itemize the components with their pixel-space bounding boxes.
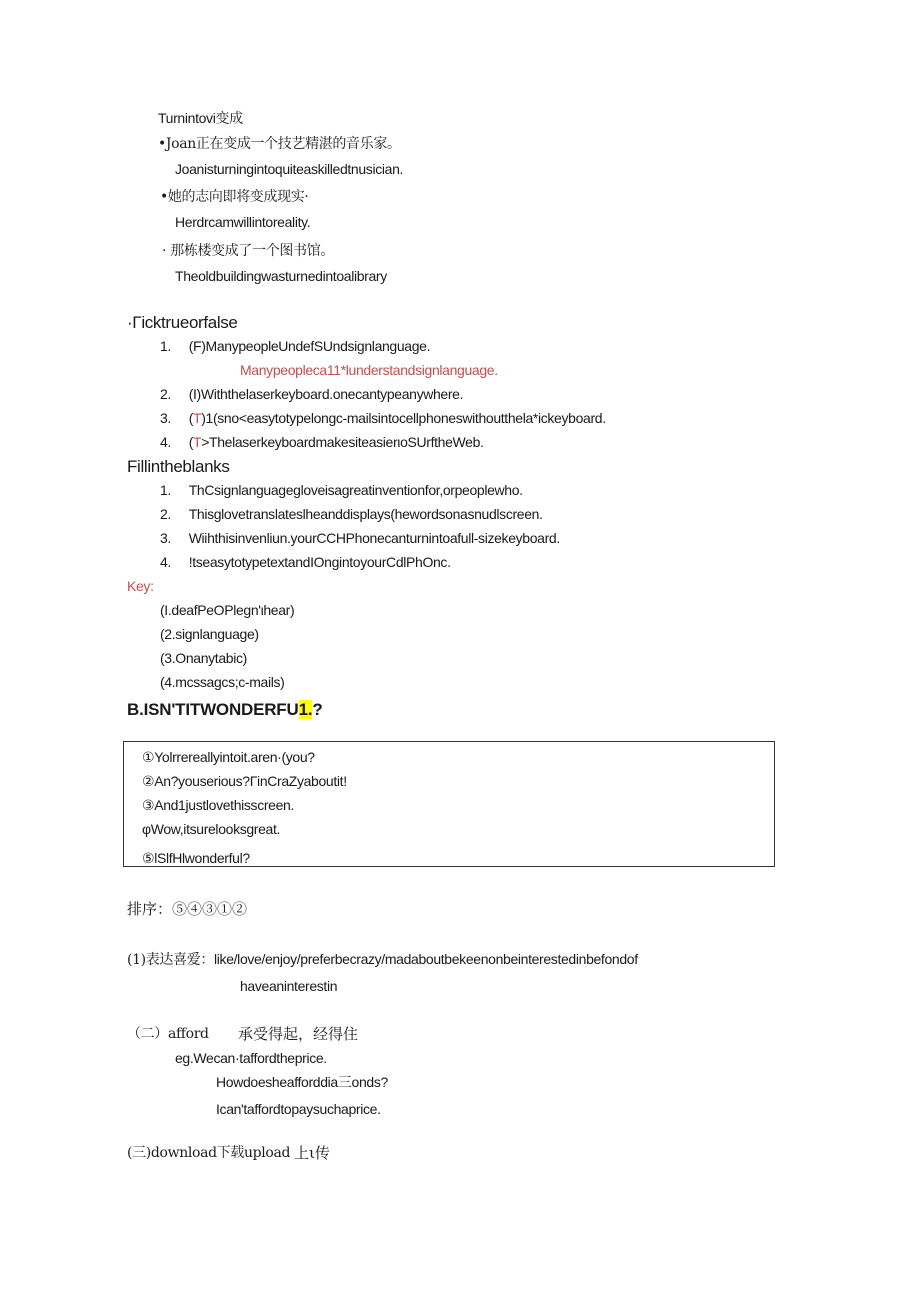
tick-item-mark-open: ( (188, 434, 193, 450)
tick-item-number: 1. (160, 338, 171, 354)
tick-correction: Manypeopleca11*lunderstandsignlanguage. (240, 362, 498, 378)
fill-item-number: 1. (160, 482, 171, 498)
fill-item-number: 2. (160, 506, 171, 522)
tick-item (160, 385, 463, 403)
tick-item-text: ThelaserkeyboardmakesiteasierιoSUrftheWeb. (209, 434, 484, 450)
tick-item-text: 1(sno<easytotypelongc-mailsintocellphoneswithoutthela*ickeyboard. (205, 410, 606, 426)
turn-example-en-1: Joanisturningintoquiteaskilledtnusician. (175, 161, 404, 177)
fill-item (160, 529, 560, 547)
tick-item-number: 4. (160, 434, 171, 450)
tick-heading: ·Γicktrueorfalse (127, 313, 238, 332)
tick-item-mark-letter: T (193, 434, 202, 450)
dialogue-line-3: ③And1justlovethisscreen. (142, 797, 295, 813)
key-answer-1: (I.deafPeOPlegn'ιhear) (160, 602, 295, 618)
afford-meaning: 承受得起，经得住 (238, 1025, 359, 1043)
dialogue-line-2: ②An?youserious?ΓinCraZyaboutit! (142, 773, 347, 789)
tick-item-mark: (I) (188, 386, 201, 402)
tick-item (160, 409, 606, 427)
fill-item-text: !tseasytotypetextandIOngintoyourCdlPhOnc. (188, 554, 451, 570)
afford-example-2: Howdoesheaffordd​ia三onds? (216, 1074, 388, 1090)
fill-item-number: 3. (160, 530, 171, 546)
afford-example-3: Ican'taffordtopaysuchaprice. (216, 1101, 381, 1117)
section-b-heading-end: ? (312, 700, 323, 719)
turn-into-heading: Turnintovi变成 (158, 110, 243, 126)
section-b-heading (127, 701, 323, 719)
key-answer-2: (2.signlanguage) (160, 626, 259, 642)
dialogue-line-1: ①Yolrrereallyintoit.aren·(you? (142, 749, 315, 765)
fill-item-text: Wiihthisinvenliun.yourCCHPhonecanturnintoafull-sizekeyboard. (188, 530, 560, 546)
afford-example-1: eg.Wecan·taffordtheprice. (175, 1050, 327, 1066)
tick-item-mark: (F) (188, 338, 206, 354)
download-meaning: 上ι传 (294, 1144, 330, 1162)
fill-item (160, 505, 543, 523)
tick-item-mark-close: ) (201, 410, 206, 426)
tick-item-mark-open: ( (188, 410, 193, 426)
turn-example-en-2: Herdrcamwillintoreality. (175, 214, 311, 230)
turn-example-cn-3: · 那栋楼变成了一个图书馆。 (162, 243, 334, 259)
section-b-heading-text: B.ISN'TITWONDERFU (127, 700, 299, 719)
afford-label: （二）afford (127, 1026, 209, 1042)
dialogue-line-5: ⑤lSlfHlwonderful? (142, 850, 250, 866)
dialogue-line-4: φWow,itsurelooksgreat. (142, 821, 281, 837)
fill-item-text: Thisglovetranslateslheanddisplays(hewordsonasnudlscreen. (188, 506, 543, 522)
tick-item (160, 337, 430, 355)
section-b-heading-highlight: 1. (298, 700, 313, 719)
key-answer-3: (3.Onanytabic) (160, 650, 247, 666)
fill-item-number: 4. (160, 554, 171, 570)
turn-example-cn-1: •Joan正在变成一个技艺精湛的音乐家。 (158, 136, 401, 152)
tick-item-mark-close: > (201, 434, 210, 450)
key-answer-4: (4.mcssagcs;c-mails) (160, 674, 285, 690)
fill-item-text: ThCsignlanguagegloveisagreatinventionfor,orpeoplewho. (188, 482, 523, 498)
turn-example-en-3: Theoldbuildingwasturnedintoalibrary (175, 268, 387, 284)
like-label: (1)表达喜爱： (127, 952, 215, 968)
tick-item-number: 3. (160, 410, 171, 426)
turn-example-cn-2: •她的志向即将变成现实· (160, 189, 309, 205)
tick-item-number: 2. (160, 386, 171, 402)
download-upload: (三)download下载upload (127, 1145, 291, 1161)
tick-item-text: Withthelaserkeyboard.onecantypeanywhere. (200, 386, 464, 402)
like-text: like/love/enjoy/preferbecrazy/madaboutbekeenonbeinterestedinbefondof (214, 951, 638, 967)
fill-heading: Fillintheblanks (127, 457, 230, 476)
tick-item-mark-letter: T (193, 410, 202, 426)
order-answer: 排序：⑤④③①② (127, 900, 248, 918)
tick-item (160, 433, 484, 451)
like-continued: haveaninterestin (240, 978, 338, 994)
like-expression (127, 950, 638, 969)
fill-item (160, 553, 451, 571)
key-label: Key: (127, 578, 154, 594)
tick-item-text: ManypeopleUndefSUndsignlanguage. (205, 338, 431, 354)
fill-item (160, 481, 523, 499)
